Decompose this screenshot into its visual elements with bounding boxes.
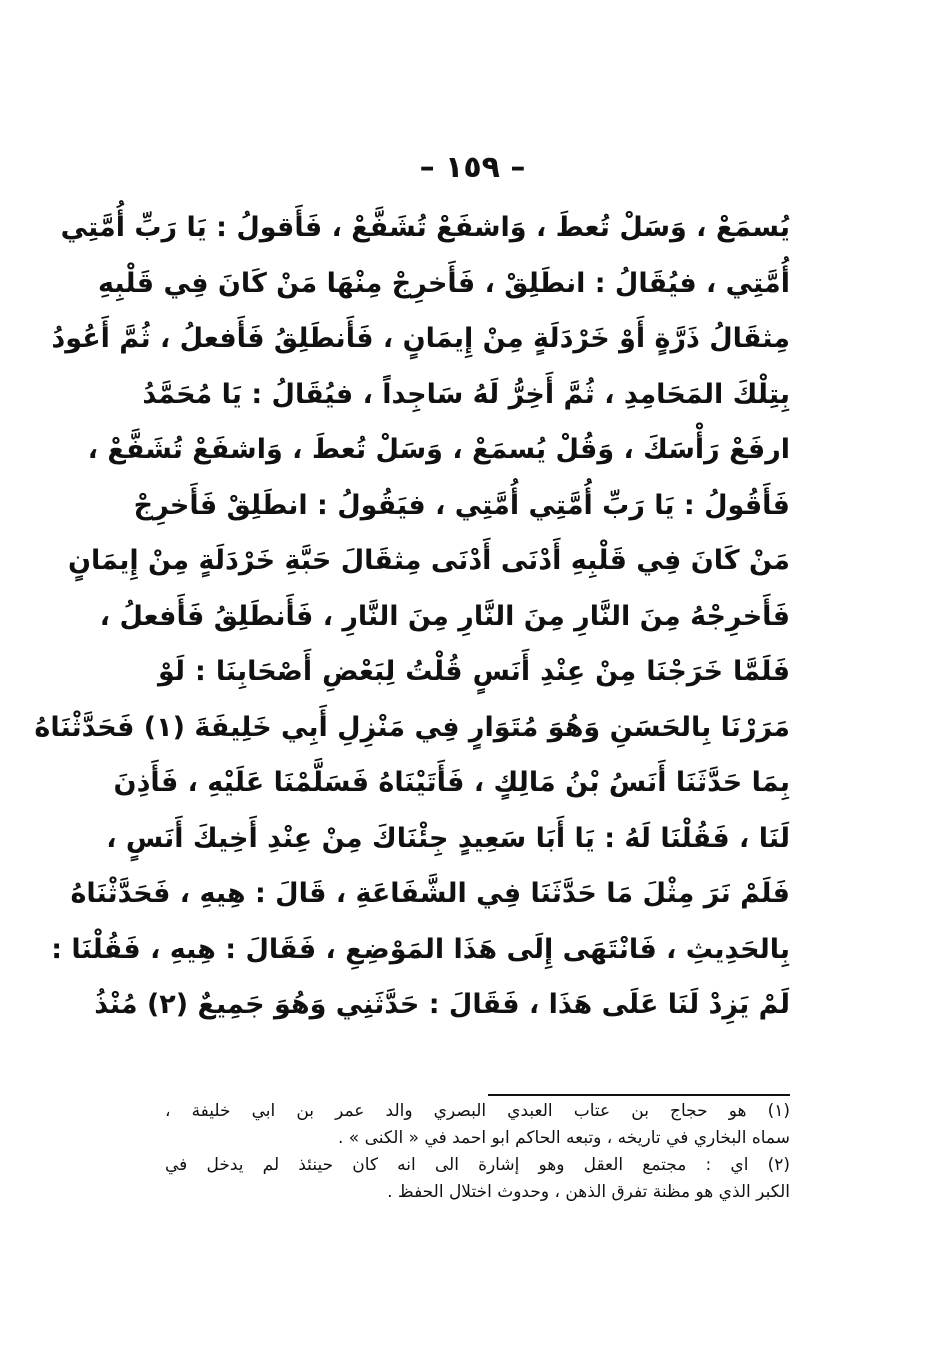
- text-line: بِالحَدِيثِ ، فَانْتَهَى إِلَى هَذَا المَوْضِعِ ، فَقَالَ : هِيهِ ، فَقُلْنَا :: [51, 933, 790, 965]
- footnote-line: (٢) اي : مجتمع العقل وهو إشارة الى انه كان حينئذ لم يدخل في: [165, 1155, 790, 1175]
- text-line: يُسمَعْ ، وَسَلْ تُعطَ ، وَاشفَعْ تُشَفَّعْ ، فَأَقولُ : يَا رَبِّ أُمَّتِي: [60, 212, 790, 243]
- text-line: مَنْ كَانَ فِي قَلْبِهِ أَدْنَى أَدْنَى مِثقَالَ حَبَّةِ خَرْدَلَةٍ مِنْ إِيمَانٍ: [67, 545, 790, 576]
- text-line: بِتِلْكَ المَحَامِدِ ، ثُمَّ أَخِرُّ لَهُ سَاجِداً ، فيُقَالُ : يَا مُحَمَّدُ: [142, 378, 790, 410]
- footnote-line: سماه البخاري في تاريخه ، وتبعه الحاكم ابو احمد في « الكنى » .: [338, 1128, 790, 1148]
- footnote-line: الكبر الذي هو مظنة تفرق الذهن ، وحدوث اختلال الحفظ .: [387, 1182, 790, 1202]
- text-line: لَنَا ، فَقُلْنَا لَهُ : يَا أَبَا سَعِيدٍ جِئْنَاكَ مِنْ عِنْدِ أَخِيكَ أَنَسٍ ،: [106, 822, 790, 854]
- text-line: فَأَخرِجْهُ مِنَ النَّارِ مِنَ النَّارِ مِنَ النَّارِ ، فَأَنطَلِقُ فَأَفعلُ ،: [99, 600, 790, 632]
- text-line: مِثقَالُ ذَرَّةٍ أَوْ خَرْدَلَةٍ مِنْ إِيمَانٍ ، فَأَنطَلِقُ فَأَفعلُ ، ثُمَّ أَعُودُ: [51, 323, 790, 354]
- text-line: لَمْ يَزِدْ لَنَا عَلَى هَذَا ، فَقَالَ : حَدَّثَنِي وَهُوَ جَمِيعٌ (٢) مُنْذُ: [94, 989, 790, 1020]
- text-line: مَرَرْنَا بِالحَسَنِ وَهُوَ مُتَوَارٍ فِي مَنْزِلِ أَبِي خَلِيفَةَ (١) فَحَدَّثْنَاهُ: [34, 711, 790, 743]
- page-number: – ١٥٩ –: [419, 150, 526, 185]
- footnote-divider: [488, 1094, 790, 1096]
- text-line: فَأَقُولُ : يَا رَبِّ أُمَّتِي أُمَّتِي ، فيَقُولُ : انطَلِقْ فَأَخرِجْ: [133, 489, 790, 521]
- body-text: [34, 200, 790, 1033]
- text-line: بِمَا حَدَّثَنَا أَنَسُ بْنُ مَالِكٍ ، فَأَتَيْنَاهُ فَسَلَّمْنَا عَلَيْهِ ، فَأَذِنَ: [113, 767, 790, 798]
- text-line: ارفَعْ رَأْسَكَ ، وَقُلْ يُسمَعْ ، وَسَلْ تُعطَ ، وَاشفَعْ تُشَفَّعْ ،: [87, 434, 790, 465]
- footnotes: [165, 1098, 790, 1206]
- text-line: فَلَمْ نَرَ مِثْلَ مَا حَدَّثَنَا فِي الشَّفَاعَةِ ، قَالَ : هِيهِ ، فَحَدَّثْنَاهُ: [70, 878, 790, 909]
- text-line: فَلَمَّا خَرَجْنَا مِنْ عِنْدِ أَنَسٍ قُلْتُ لِبَعْضِ أَصْحَابِنَا : لَوْ: [158, 656, 790, 687]
- text-line: أُمَّتِي ، فيُقَالُ : انطَلِقْ ، فَأَخرِجْ مِنْهَا مَنْ كَانَ فِي قَلْبِهِ: [98, 267, 790, 299]
- footnote-line: (١) هو حجاج بن عتاب العبدي البصري والد عمر بن ابي خليفة ،: [165, 1101, 790, 1121]
